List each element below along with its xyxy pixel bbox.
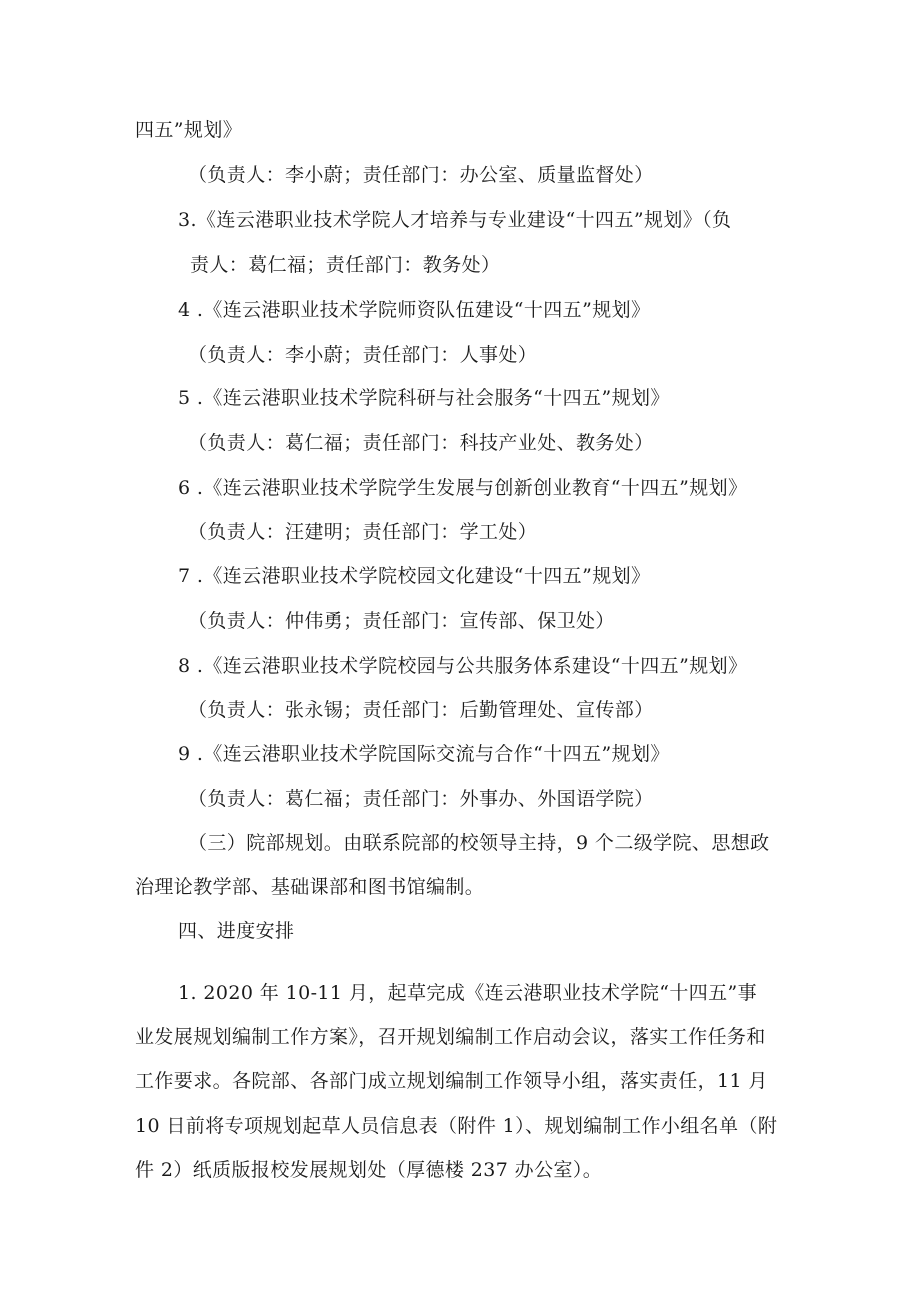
text-line: 业发展规划编制工作方案》，召开规划编制工作启动会议，落实工作任务和 xyxy=(135,1026,766,1048)
section-heading: 四、进度安排 xyxy=(178,920,295,942)
text-line: 7 .《连云港职业技术学院校园文化建设“十四五”规划》 xyxy=(178,565,651,587)
text-line: 责人：葛仁福；责任部门：教务处） xyxy=(190,254,501,276)
text-line: 6 .《连云港职业技术学院学生发展与创新创业教育“十四五”规划》 xyxy=(178,477,748,499)
text-line: （负责人：李小蔚；责任部门：人事处） xyxy=(188,344,538,366)
text-line: （负责人：仲伟勇；责任部门：宣传部、保卫处） xyxy=(188,610,615,632)
text-line: （负责人：李小蔚；责任部门：办公室、质量监督处） xyxy=(188,164,654,186)
text-line: （负责人：汪建明；责任部门：学工处） xyxy=(188,521,538,543)
text-line: 治理论教学部、基础课部和图书馆编制。 xyxy=(135,876,485,898)
text-line: （负责人：张永锡；责任部门：后勤管理处、宣传部） xyxy=(188,699,654,721)
text-line: 四五”规划》 xyxy=(135,119,243,141)
text-line: 9 .《连云港职业技术学院国际交流与合作“十四五”规划》 xyxy=(178,743,670,765)
text-line: 10 日前将专项规划起草人员信息表（附件 1）、规划编制工作小组名单（附 xyxy=(135,1115,778,1137)
text-line: （负责人：葛仁福；责任部门：外事办、外国语学院） xyxy=(188,788,654,810)
text-line: 8 .《连云港职业技术学院校园与公共服务体系建设“十四五”规划》 xyxy=(178,655,748,677)
text-line: （负责人：葛仁福；责任部门：科技产业处、教务处） xyxy=(188,432,654,454)
text-line: 件 2）纸质版报校发展规划处（厚德楼 237 办公室）。 xyxy=(135,1159,603,1181)
text-line: 5 .《连云港职业技术学院科研与社会服务“十四五”规划》 xyxy=(178,387,670,409)
text-line: 1. 2020 年 10-11 月，起草完成《连云港职业技术学院“十四五”事 xyxy=(178,982,758,1004)
text-line: 3.《连云港职业技术学院人才培养与专业建设“十四五”规划》（负 xyxy=(178,209,732,231)
text-line: 4 .《连云港职业技术学院师资队伍建设“十四五”规划》 xyxy=(178,299,651,321)
text-line: （三）院部规划。由联系院部的校领导主持，9 个二级学院、思想政 xyxy=(188,832,770,854)
text-line: 工作要求。各院部、各部门成立规划编制工作领导小组，落实责任，11 月 xyxy=(135,1070,768,1092)
